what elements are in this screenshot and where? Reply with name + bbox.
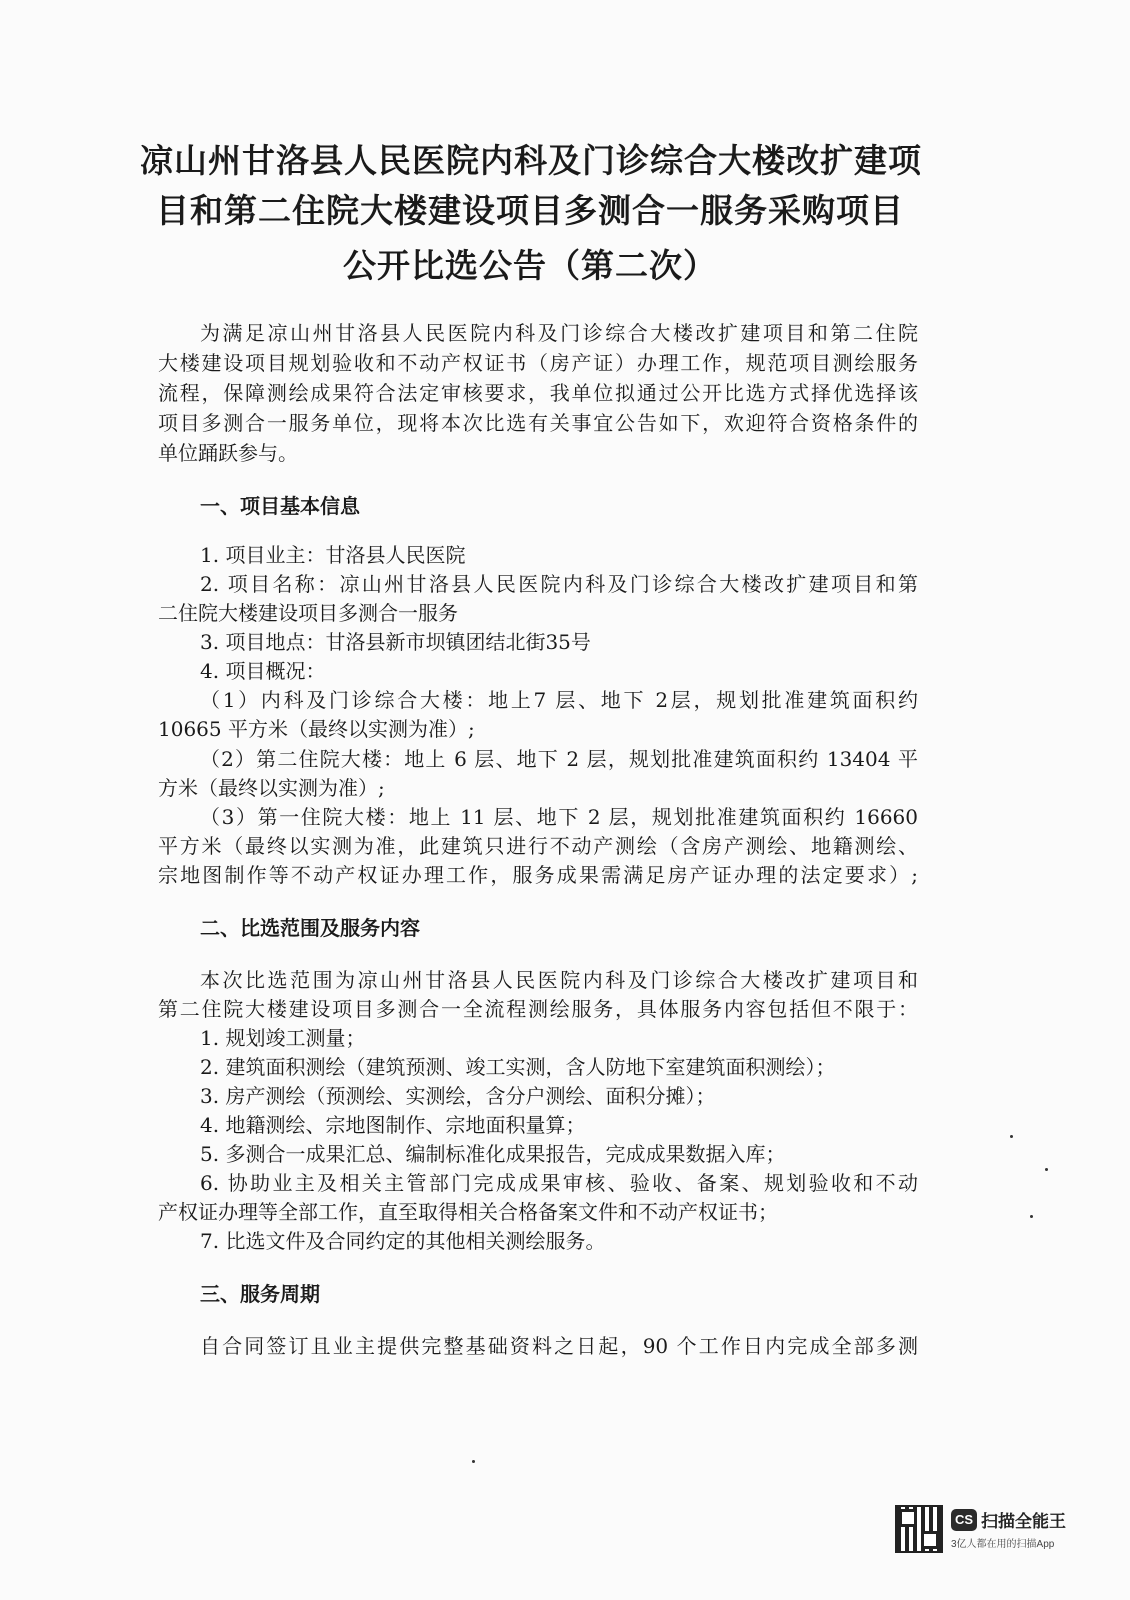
section3-line: 自合同签订且业主提供完整基础资料之日起，90 个工作日内完成全部多测	[200, 1334, 918, 1358]
intro-line: 单位踊跃参与。	[158, 441, 298, 465]
intro-line: 项目多测合一服务单位，现将本次比选有关事宜公告如下，欢迎符合资格条件的	[158, 411, 918, 435]
section1-line: （2）第二住院大楼：地上 6 层、地下 2 层，规划批准建筑面积约 13404 平	[200, 747, 918, 771]
section2-line: 7. 比选文件及合同约定的其他相关测绘服务。	[200, 1229, 606, 1253]
scanner-app-name: 扫描全能王	[981, 1512, 1066, 1531]
section2-line: 4. 地籍测绘、宗地图制作、宗地面积量算；	[200, 1113, 586, 1137]
section2-line: 1. 规划竣工测量；	[200, 1026, 366, 1050]
section1-line: 10665 平方米（最终以实测为准）;	[158, 717, 475, 741]
scanner-tagline: 3亿人都在用的扫描App	[951, 1539, 1055, 1550]
section1-line: 4. 项目概况：	[200, 659, 326, 683]
scan-speck	[1010, 1135, 1013, 1138]
section-heading: 一、项目基本信息	[200, 494, 360, 518]
cs-logo-badge: CS	[951, 1509, 977, 1531]
section1-line: 方米（最终以实测为准）;	[158, 776, 385, 800]
title-line-3: 公开比选公告（第二次）	[343, 246, 717, 285]
section2-line: 2. 建筑面积测绘（建筑预测、竣工实测，含人防地下室建筑面积测绘）；	[200, 1055, 836, 1079]
section1-line: 3. 项目地点：甘洛县新市坝镇团结北街35号	[200, 630, 591, 654]
section2-line: 3. 房产测绘（预测绘、实测绘，含分户测绘、面积分摊）；	[200, 1084, 716, 1108]
section2-line: 5. 多测合一成果汇总、编制标准化成果报告，完成成果数据入库；	[200, 1142, 786, 1166]
title-line-2: 目和第二住院大楼建设项目多测合一服务采购项目	[156, 191, 904, 230]
qr-code-icon	[895, 1505, 943, 1553]
section1-line: （3）第一住院大楼：地上 11 层、地下 2 层，规划批准建筑面积约 16660	[200, 805, 918, 829]
intro-line: 为满足凉山州甘洛县人民医院内科及门诊综合大楼改扩建项目和第二住院	[200, 321, 918, 345]
section2-line: 本次比选范围为凉山州甘洛县人民医院内科及门诊综合大楼改扩建项目和	[200, 968, 918, 992]
section2-line: 第二住院大楼建设项目多测合一全流程测绘服务，具体服务内容包括但不限于：	[158, 997, 918, 1021]
section2-line: 6. 协助业主及相关主管部门完成成果审核、验收、备案、规划验收和不动	[200, 1171, 918, 1195]
intro-line: 大楼建设项目规划验收和不动产权证书（房产证）办理工作，规范项目测绘服务	[158, 351, 918, 375]
scan-speck	[472, 1460, 475, 1463]
section-heading: 三、服务周期	[200, 1282, 320, 1306]
section1-line: （1）内科及门诊综合大楼：地上7 层、地下 2层，规划批准建筑面积约	[200, 688, 918, 712]
section1-line: 宗地图制作等不动产权证办理工作，服务成果需满足房产证办理的法定要求）;	[158, 863, 918, 887]
scan-speck	[1045, 1168, 1048, 1171]
section1-line: 2. 项目名称：凉山州甘洛县人民医院内科及门诊综合大楼改扩建项目和第	[200, 572, 918, 596]
scanner-watermark	[895, 1505, 1105, 1565]
section2-line: 产权证办理等全部工作，直至取得相关合格备案文件和不动产权证书；	[158, 1200, 778, 1224]
scan-speck	[1030, 1215, 1033, 1218]
section1-line: 二住院大楼建设项目多测合一服务	[158, 601, 458, 625]
title-line-1: 凉山州甘洛县人民医院内科及门诊综合大楼改扩建项	[140, 141, 922, 180]
section1-line: 1. 项目业主：甘洛县人民医院	[200, 543, 466, 567]
intro-line: 流程，保障测绘成果符合法定审核要求，我单位拟通过公开比选方式择优选择该	[158, 381, 918, 405]
section1-line: 平方米（最终以实测为准，此建筑只进行不动产测绘（含房产测绘、地籍测绘、	[158, 834, 918, 858]
section-heading: 二、比选范围及服务内容	[200, 916, 420, 940]
